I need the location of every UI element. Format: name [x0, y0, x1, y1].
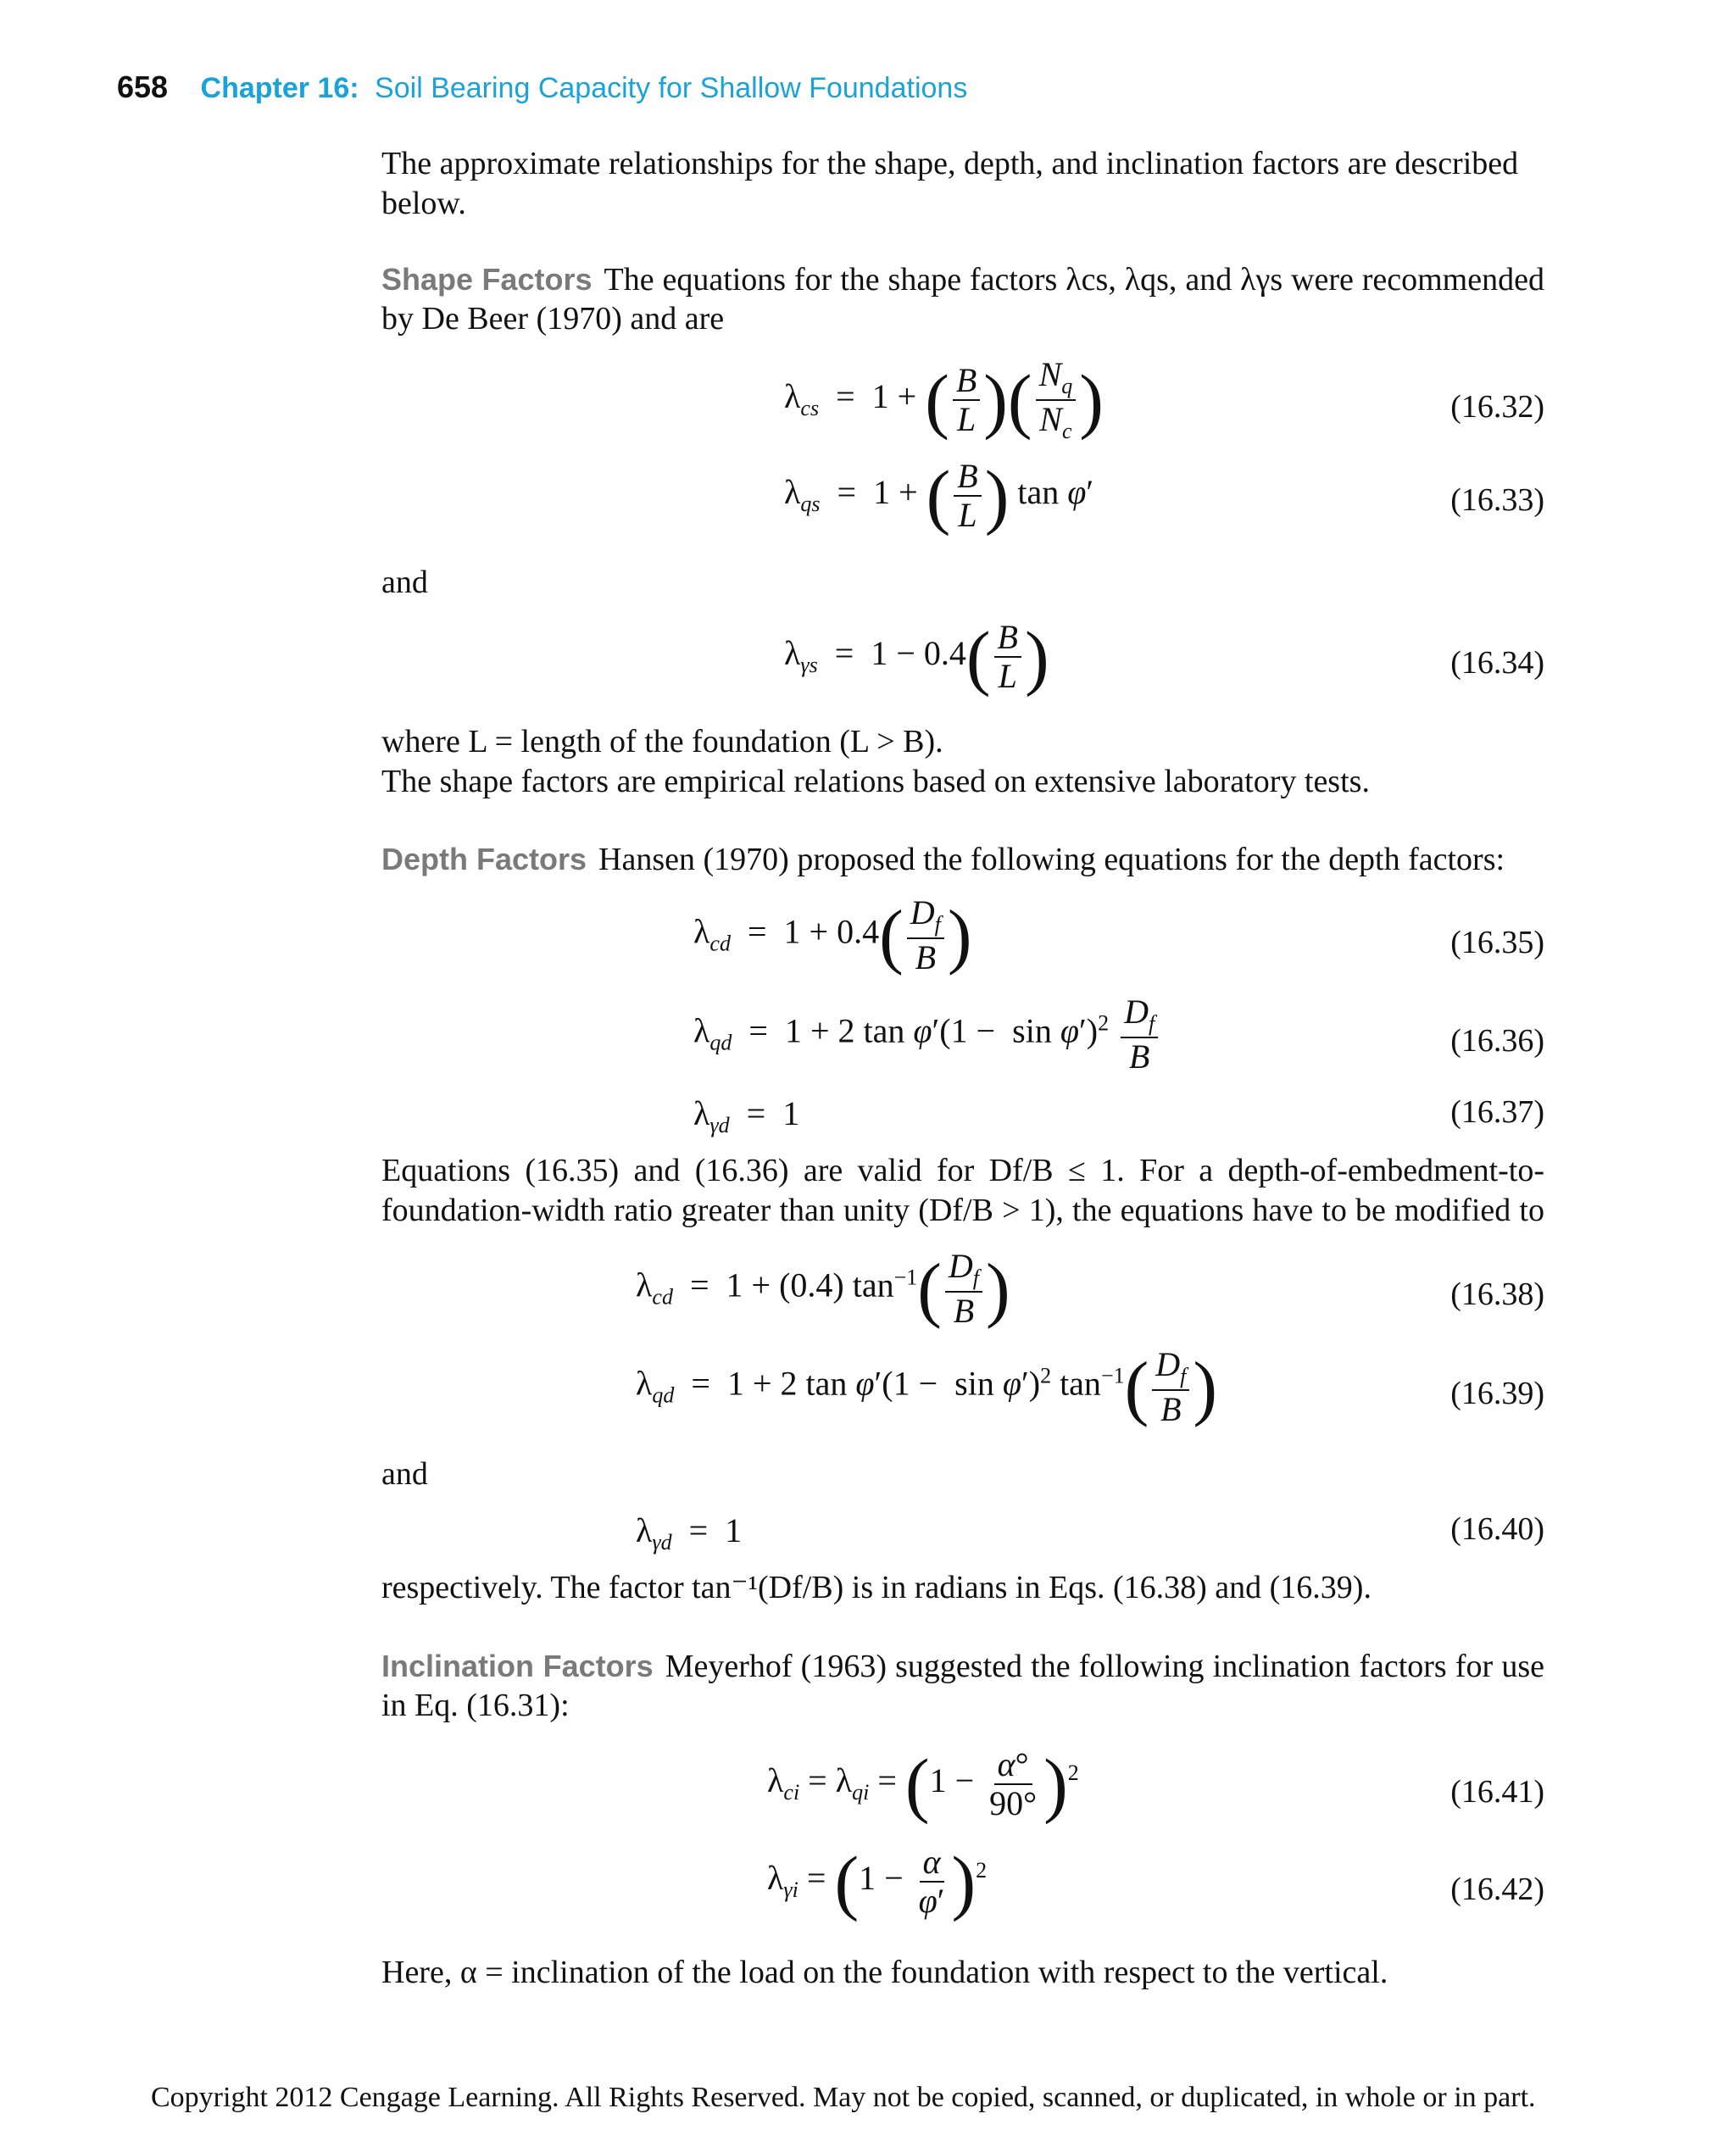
- equation-number-16-34: (16.34): [1450, 645, 1544, 681]
- shape-factors-text: The equations for the shape factors λcs, λqs, and λγs were recommended: [604, 262, 1544, 298]
- equation-number-16-32: (16.32): [1450, 389, 1544, 425]
- where-text: where L = length of the foundation (L > B).: [381, 724, 943, 759]
- equation-16-32: $\lambda_{cs} = 1$ + ( $\frac{B}{L}$ )( $\frac{N_q}{N_c}$ ): [784, 355, 1104, 443]
- equation-number-16-42: (16.42): [1450, 1872, 1544, 1907]
- equation-16-40: $\lambda_{\gamma d} = 1$: [636, 1511, 743, 1555]
- equation-number-16-40: (16.40): [1450, 1511, 1544, 1547]
- shape-factors-line2: by De Beer (1970) and are: [381, 301, 725, 337]
- equation-16-38: $\lambda_{cd} = 1 + (0.4)$ $\tan^{-1}$( $\frac{D_f}{B}$ ): [636, 1247, 1010, 1330]
- alpha-definition: Here, α = inclination of the load on the foundation with respect to the vertical.: [381, 1955, 1388, 1990]
- equation-16-41: $\lambda_{ci} = \lambda_{qi} = (1$ − $\frac{\alpha^\circ}{90^\circ}$ )$^2$: [767, 1744, 1079, 1825]
- inclination-factors-line1: [381, 1646, 1544, 1687]
- inclination-factors-line2: in Eq. (16.31):: [381, 1688, 570, 1723]
- equation-16-35: $\lambda_{cd} = 1 + 0.4$( $\frac{D_f}{B}$ ): [693, 893, 972, 976]
- equation-number-16-36: (16.36): [1450, 1023, 1544, 1059]
- equation-16-39: $\lambda_{qd} = 1 + 2$ $\tan \varphi'(1 - \sin \varphi')^2$ $\tan^{-1}$( $\frac{D_f}{B}$ ): [636, 1345, 1218, 1428]
- shape-factors-heading: Shape Factors: [381, 262, 593, 297]
- shape-note: The shape factors are empirical relations based on extensive laboratory tests.: [381, 764, 1370, 799]
- respectively-text: respectively. The factor tan⁻¹(Df/B) is in radians in Eqs. (16.38) and (16.39).: [381, 1570, 1372, 1605]
- and-text-2: and: [381, 1456, 428, 1492]
- equation-number-16-38: (16.38): [1450, 1277, 1544, 1312]
- depth-factors-text: Hansen (1970) proposed the following equations for the depth factors:: [598, 842, 1505, 877]
- equation-number-16-39: (16.39): [1450, 1376, 1544, 1411]
- chapter-label: Chapter 16:: [200, 72, 359, 104]
- depth-factors-heading: Depth Factors: [381, 842, 587, 876]
- equation-number-16-33: (16.33): [1450, 482, 1544, 518]
- equation-16-36: $\lambda_{qd} = 1 + 2$ $\tan \varphi'(1 - \sin \varphi')^2$ $\frac{D_f}{B}$: [693, 993, 1161, 1076]
- inclination-factors-text: Meyerhof (1963) suggested the following inclination factors for use: [665, 1649, 1544, 1684]
- equation-number-16-41: (16.41): [1450, 1774, 1544, 1810]
- validity-line1: Equations (16.35) and (16.36) are valid for Df/B ≤ 1. For a depth-of-embedment-to-: [381, 1153, 1544, 1188]
- validity-line2: foundation-width ratio greater than unity (Df/B > 1), the equations have to be modified to: [381, 1193, 1544, 1228]
- equation-16-34: $\lambda_{\gamma s} = 1 - 0.4$( $\frac{B}{L}$ ): [784, 616, 1049, 698]
- shape-factors-line1: [381, 259, 1544, 300]
- inclination-factors-heading: Inclination Factors: [381, 1649, 654, 1683]
- intro-paragraph: The approximate relationships for the shape, depth, and inclination factors are described below.: [381, 146, 1519, 221]
- page-number: 658: [117, 70, 169, 104]
- chapter-title: Soil Bearing Capacity for Shallow Foundations: [375, 72, 968, 104]
- depth-factors-line: [381, 839, 1544, 880]
- equation-16-37: $\lambda_{\gamma d} = 1$: [693, 1094, 800, 1137]
- equation-16-42: $\lambda_{\gamma i} = (1$ − $\frac{\alpha}{\varphi'}$ )$^2$: [767, 1841, 988, 1922]
- and-text-1: and: [381, 565, 428, 600]
- equation-number-16-37: (16.37): [1450, 1094, 1544, 1130]
- copyright-footer: Copyright 2012 Cengage Learning. All Rights Reserved. May not be copied, scanned, or duplicated, in whole or in part.: [151, 2082, 1536, 2113]
- equation-16-33: $\lambda_{qs} = 1$ + ( $\frac{B}{L}$ ) tan φ′: [784, 455, 1094, 537]
- equation-number-16-35: (16.35): [1450, 925, 1544, 960]
- running-header: [117, 70, 967, 105]
